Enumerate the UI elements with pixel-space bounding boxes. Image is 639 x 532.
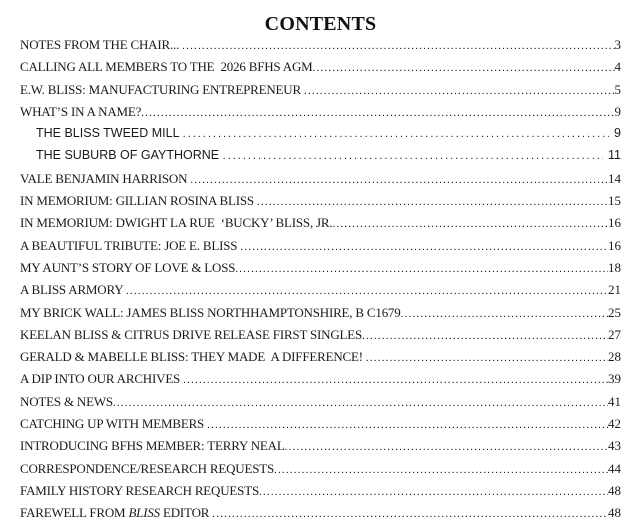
toc-entry-page: 11 [608,148,621,163]
toc-entry-page: 9 [614,103,621,119]
toc-entry-label: WHAT’S IN A NAME? [20,103,142,119]
dot-leader [274,461,608,477]
toc-entry-label: KEELAN BLISS & CITRUS DRIVE RELEASE FIRST SINGLES [20,326,363,342]
toc-entry[interactable] [20,282,621,304]
toc-entry[interactable] [20,104,621,126]
toc-entry-page: 3 [614,37,621,52]
dot-leader [235,260,608,276]
toc-entry-page: 4 [614,59,621,75]
dot-leader [362,327,608,343]
dot-leader [190,171,608,187]
dot-leader [113,394,608,410]
dot-leader [207,416,608,432]
toc-entry-page: 42 [608,416,621,432]
toc-entry[interactable] [20,148,621,170]
toc-entry-label: FAMILY HISTORY RESEARCH REQUESTS [20,482,259,498]
toc-entry-page: 16 [608,237,621,253]
toc-entry-label: INTRODUCING BFHS MEMBER: TERRY NEAL [20,438,285,454]
toc-entry-label: MY AUNT’S STORY OF LOVE & LOSS [20,259,236,275]
toc-list [20,37,621,528]
toc-entry[interactable] [20,171,621,193]
toc-entry-page: 5 [614,81,621,97]
toc-entry-label: VALE BENJAMIN HARRISON [20,170,191,186]
toc-entry-label: CALLING ALL MEMBERS TO THE 2026 BFHS AGM [20,59,313,75]
dot-leader [141,104,614,120]
toc-entry[interactable] [20,438,621,460]
toc-entry-label: CATCHING UP WITH MEMBERS [20,416,208,432]
dot-leader [285,438,608,454]
toc-entry[interactable] [20,193,621,215]
toc-entry-page: 25 [608,304,621,320]
dot-leader [212,505,608,521]
toc-entry-page: 39 [608,371,621,387]
dot-leader [183,126,609,142]
dot-leader [313,59,615,75]
toc-entry-label: NOTES FROM THE CHAIR... [20,37,183,52]
toc-entry[interactable] [20,483,621,505]
toc-entry-label: A BEAUTIFUL TRIBUTE: JOE E. BLISS [20,237,241,253]
toc-entry[interactable] [20,327,621,349]
dot-leader [257,193,608,209]
toc-entry[interactable] [20,416,621,438]
dot-leader [183,371,608,387]
dot-leader [240,238,608,254]
toc-entry-page: 41 [608,393,621,409]
toc-entry-page: 44 [608,460,621,476]
toc-entry-page: 16 [608,215,621,231]
toc-entry[interactable] [20,260,621,282]
toc-entry[interactable] [20,305,621,327]
toc-entry[interactable] [20,371,621,393]
toc-entry-page: 48 [608,482,621,498]
toc-entry-page: 28 [608,349,621,365]
toc-entry-label: E.W. BLISS: MANUFACTURING ENTREPRENEUR [20,81,304,97]
dot-leader [126,282,608,298]
dot-leader [401,305,608,321]
toc-entry-page: 9 [614,126,621,141]
toc-entry[interactable] [20,349,621,371]
toc-entry-page: 15 [608,193,621,209]
dot-leader [182,37,614,53]
toc-entry-page: 18 [608,259,621,275]
toc-entry-page: 48 [608,505,621,521]
toc-entry-label: THE BLISS TWEED MILL [36,126,183,141]
toc-entry-label: MY BRICK WALL: JAMES BLISS NORTHHAMPTONSHIRE, B C1679 [20,304,401,320]
toc-entry-page: 27 [608,326,621,342]
toc-entry[interactable] [20,37,621,59]
toc-entry[interactable] [20,505,621,527]
page-title: CONTENTS [264,13,377,35]
toc-entry-label: IN MEMORIUM: DWIGHT LA RUE ‘BUCKY’ BLISS, JR. [20,215,333,231]
toc-entry-page: 21 [608,282,621,298]
toc-entry-label: GERALD & MABELLE BLISS: THEY MADE A DIFFERENCE! [20,349,366,365]
dot-leader [223,148,603,164]
dot-leader [259,483,608,499]
toc-entry[interactable] [20,238,621,260]
toc-entry-label: A DIP INTO OUR ARCHIVES [20,371,184,387]
dot-leader [332,215,608,231]
dot-leader [304,82,615,98]
toc-entry-label: NOTES & NEWS [20,393,113,409]
toc-entry[interactable] [20,126,621,148]
toc-entry-label: CORRESPONDENCE/RESEARCH REQUESTS [20,460,274,476]
toc-entry-label: THE SUBURB OF GAYTHORNE [36,148,223,163]
toc-entry[interactable] [20,461,621,483]
toc-entry[interactable] [20,82,621,104]
toc-entry[interactable] [20,215,621,237]
toc-entry-page: 43 [608,438,621,454]
toc-entry-label: A BLISS ARMORY [20,282,126,298]
toc-entry-label: IN MEMORIUM: GILLIAN ROSINA BLISS [20,193,257,209]
toc-entry[interactable] [20,59,621,81]
dot-leader [366,349,608,365]
toc-entry[interactable] [20,394,621,416]
toc-entry-page: 14 [608,170,621,186]
toc-entry-label: FAREWELL FROM BLISS EDITOR [20,505,213,521]
